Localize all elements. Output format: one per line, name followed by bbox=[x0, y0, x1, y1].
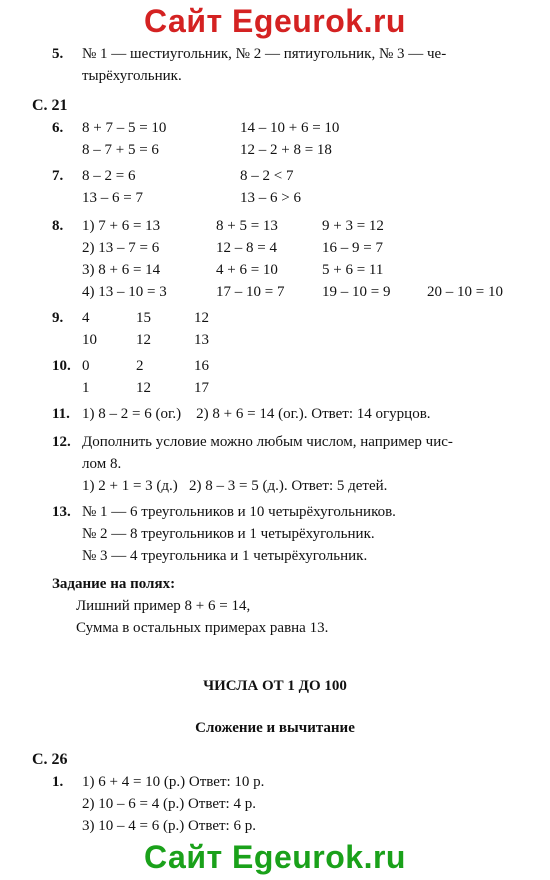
task-8-cell: 4 + 6 = 10 bbox=[216, 262, 278, 278]
task-9-cell: 12 bbox=[136, 332, 151, 348]
chapter-title: ЧИСЛА ОТ 1 ДО 100 bbox=[203, 678, 347, 694]
task-11-number: 11. bbox=[52, 406, 70, 422]
task-5-number: 5. bbox=[52, 46, 64, 62]
task-8-cell: 16 – 9 = 7 bbox=[322, 240, 383, 256]
task-8-cell: 1) 7 + 6 = 13 bbox=[82, 218, 161, 234]
task-12-number: 12. bbox=[52, 434, 71, 450]
task-13-line3: № 3 — 4 треугольника и 1 четырёхугольник. bbox=[82, 548, 368, 564]
task-7-number: 7. bbox=[52, 168, 64, 184]
task-7-b1: 8 – 2 < 7 bbox=[240, 168, 294, 184]
task-8-number: 8. bbox=[52, 218, 64, 234]
task-9-cell: 10 bbox=[82, 332, 97, 348]
task-8-cell: 2) 13 – 7 = 6 bbox=[82, 240, 160, 256]
watermark-bottom: Сайт Egeurok.ru bbox=[144, 839, 406, 875]
task-10-number: 10. bbox=[52, 358, 71, 374]
p26-task-1-line3: 3) 10 – 4 = 6 (р.) Ответ: 6 р. bbox=[82, 818, 256, 834]
task-9-cell: 13 bbox=[194, 332, 209, 348]
margin-task-line2: Сумма в остальных примерах равна 13. bbox=[76, 620, 329, 636]
task-8-cell: 17 – 10 = 7 bbox=[216, 284, 285, 300]
p26-task-1-number: 1. bbox=[52, 774, 64, 790]
task-8-cell: 8 + 5 = 13 bbox=[216, 218, 278, 234]
task-6-a2: 8 – 7 + 5 = 6 bbox=[82, 142, 159, 158]
watermark-top: Сайт Egeurok.ru bbox=[144, 3, 406, 39]
page-heading-21: С. 21 bbox=[32, 97, 68, 114]
task-10-cell: 2 bbox=[136, 358, 144, 374]
task-12-line3: 1) 2 + 1 = 3 (д.) 2) 8 – 3 = 5 (д.). Ответ: 5 детей. bbox=[82, 478, 388, 494]
task-12-line2: лом 8. bbox=[82, 456, 122, 472]
task-6-number: 6. bbox=[52, 120, 64, 136]
task-6-b2: 12 – 2 + 8 = 18 bbox=[240, 142, 332, 158]
task-8-cell: 19 – 10 = 9 bbox=[322, 284, 391, 300]
task-10-cell: 0 bbox=[82, 358, 90, 374]
task-6-b1: 14 – 10 + 6 = 10 bbox=[240, 120, 340, 136]
margin-task-line1: Лишний пример 8 + 6 = 14, bbox=[76, 598, 251, 614]
task-12-line1: Дополнить условие можно любым числом, например чис- bbox=[82, 434, 453, 450]
chapter-subtitle: Сложение и вычитание bbox=[195, 720, 355, 736]
task-9-cell: 4 bbox=[82, 310, 90, 326]
task-13-line1: № 1 — 6 треугольников и 10 четырёхугольников. bbox=[82, 504, 396, 520]
task-9-cell: 12 bbox=[194, 310, 209, 326]
margin-task-title: Задание на полях: bbox=[52, 576, 176, 592]
task-8-cell: 4) 13 – 10 = 3 bbox=[82, 284, 167, 300]
task-10-cell: 1 bbox=[82, 380, 90, 396]
task-13-number: 13. bbox=[52, 504, 71, 520]
page-heading-26: С. 26 bbox=[32, 751, 68, 768]
task-8-cell: 9 + 3 = 12 bbox=[322, 218, 384, 234]
task-8-cell: 20 – 10 = 10 bbox=[427, 284, 503, 300]
p26-task-1-line1: 1) 6 + 4 = 10 (р.) Ответ: 10 р. bbox=[82, 774, 265, 790]
task-11-text: 1) 8 – 2 = 6 (ог.) 2) 8 + 6 = 14 (ог.). Ответ: 14 огурцов. bbox=[82, 406, 431, 422]
task-9-number: 9. bbox=[52, 310, 64, 326]
task-9-cell: 15 bbox=[136, 310, 151, 326]
task-10-cell: 17 bbox=[194, 380, 209, 396]
task-6-a1: 8 + 7 – 5 = 10 bbox=[82, 120, 167, 136]
task-10-cell: 12 bbox=[136, 380, 151, 396]
task-8-cell: 12 – 8 = 4 bbox=[216, 240, 277, 256]
task-7-b2: 13 – 6 > 6 bbox=[240, 190, 301, 206]
task-5-line2: тырёхугольник. bbox=[82, 68, 182, 84]
p26-task-1-line2: 2) 10 – 6 = 4 (р.) Ответ: 4 р. bbox=[82, 796, 256, 812]
task-13-line2: № 2 — 8 треугольников и 1 четырёхугольник. bbox=[82, 526, 375, 542]
task-7-a2: 13 – 6 = 7 bbox=[82, 190, 143, 206]
task-10-cell: 16 bbox=[194, 358, 209, 374]
task-7-a1: 8 – 2 = 6 bbox=[82, 168, 136, 184]
task-8-cell: 3) 8 + 6 = 14 bbox=[82, 262, 161, 278]
task-5-line1: № 1 — шестиугольник, № 2 — пятиугольник, № 3 — че- bbox=[82, 46, 447, 62]
task-8-cell: 5 + 6 = 11 bbox=[322, 262, 384, 278]
